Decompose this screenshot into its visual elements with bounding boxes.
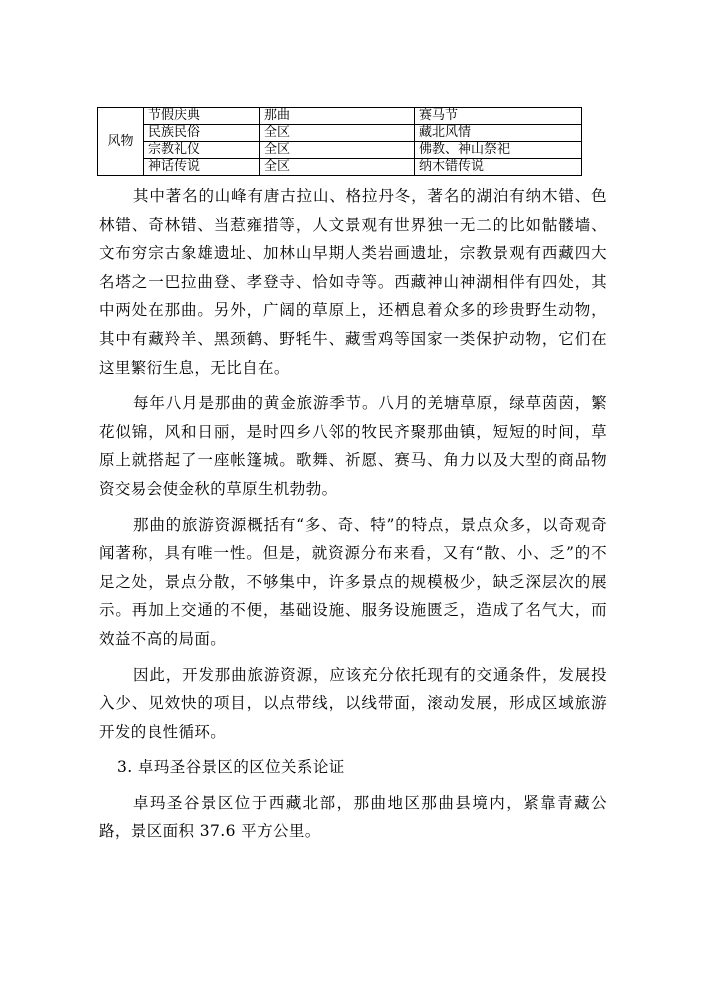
region-cell: 那曲 [260, 108, 415, 125]
paragraph-location: 卓玛圣谷景区位于西藏北部，那曲地区那曲县境内，紧靠青藏公路，景区面积 37.6 平方公里。 [99, 793, 607, 841]
paragraph-august-season: 每年八月是那曲的黄金旅游季节。八月的羌塘草原，绿草茵茵，繁花似锦，风和日丽，是时四乡八邻的牧民齐聚那曲镇，短短的时间，草原上就搭起了一座帐篷城。歌舞、祈愿、赛马、角力以及大型的商品物资交易会使金秋的草原生机勃勃。 [99, 394, 607, 498]
item-cell: 宗教礼仪 [144, 142, 260, 159]
category-cell: 风物 [98, 108, 144, 176]
content-cell: 藏北风情 [415, 125, 582, 142]
table-row [98, 108, 582, 125]
item-cell: 神话传说 [144, 159, 260, 176]
table-row [98, 125, 582, 142]
content-cell: 赛马节 [415, 108, 582, 125]
body-text [99, 182, 607, 846]
item-cell: 民族民俗 [144, 125, 260, 142]
region-cell: 全区 [260, 159, 415, 176]
table-row [98, 159, 582, 176]
region-cell: 全区 [260, 125, 415, 142]
paragraph-development: 因此，开发那曲旅游资源，应该充分依托现有的交通条件，发展投入少、见效快的项目，以点带线，以线带面，滚动发展，形成区域旅游开发的良性循环。 [99, 665, 607, 741]
table-row [98, 142, 582, 159]
customs-table [97, 107, 582, 176]
content-cell: 佛教、神山祭祀 [415, 142, 582, 159]
paragraph-resource-features: 那曲的旅游资源概括有“多、奇、特”的特点，景点众多，以奇观奇闻著称，具有唯一性。但是，就资源分布来看，又有“散、小、乏”的不足之处，景点分散，不够集中，许多景点的规模极少，缺乏深层次的展示。再加上交通的不便，基础设施、服务设施匮乏，造成了名气大，而效益不高的局面。 [99, 515, 607, 648]
item-cell: 节假庆典 [144, 108, 260, 125]
region-cell: 全区 [260, 142, 415, 159]
content-cell: 纳木错传说 [415, 159, 582, 176]
section-heading: 3. 卓玛圣谷景区的区位关系论证 [117, 758, 345, 777]
paragraph-attractions: 其中著名的山峰有唐古拉山、格拉丹冬，著名的湖泊有纳木错、色林错、奇林错、当惹雍措等，人文景观有世界独一无二的比如骷髅墙、文布穷宗古象雄遗址、加林山早期人类岩画遗址，宗教景观有西藏四大名塔之一巴拉曲登、孝登寺、恰如寺等。西藏神山神湖相伴有四处，其中两处在那曲。另外，广阔的草原上，还栖息着众多的珍贵野生动物，其中有藏羚羊、黑颈鹤、野牦牛、藏雪鸡等国家一类保护动物，它们在这里繁衍生息，无比自在。 [99, 187, 607, 377]
